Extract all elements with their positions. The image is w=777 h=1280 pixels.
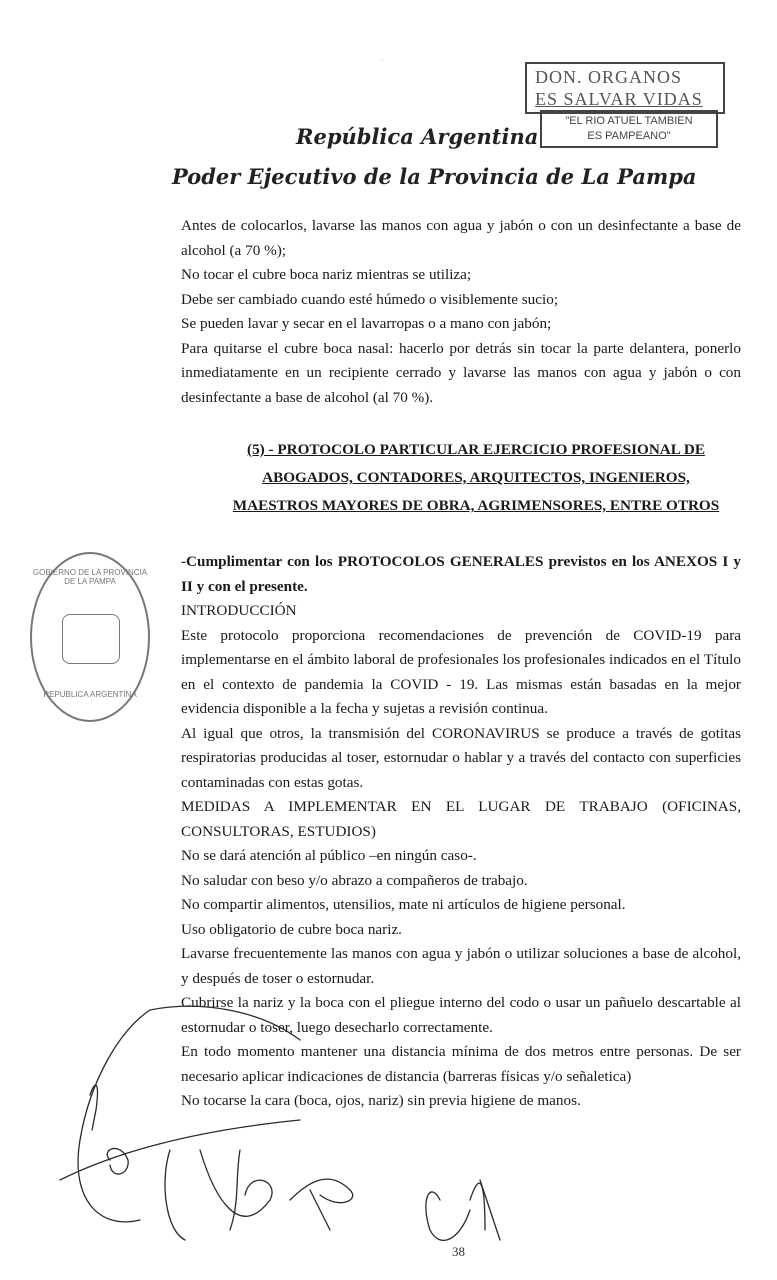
stamp-line: "EL RIO ATUEL TAMBIEN: [565, 115, 693, 127]
list-item: No saludar con beso y/o abrazo a compañeros de trabajo.: [181, 871, 528, 889]
paragraph: No tocar el cubre boca nariz mientras se utiliza;: [181, 266, 472, 283]
signature-stroke: [426, 1192, 470, 1240]
paragraph: Este protocolo proporciona recomendaciones de prevención de COVID-19 para implementarse en el ámbito laboral de profesionales los profesionales indicados en el Título en el contexto de pandemia la COVID - 19. Las mismas están basadas en la mejor evidencia disponible a la fecha y sujetas a revisión continua.: [181, 626, 741, 717]
paragraph: Al igual que otros, la transmisión del CORONAVIRUS se produce a través de gotitas respiratorias producidas al toser, estornudar o hablar y a través del contacto con superficies contaminadas con estas gotas.: [181, 724, 741, 791]
stamp-line: ES PAMPEANO": [587, 130, 671, 142]
signature-stroke: [480, 1180, 500, 1240]
paragraph: Para quitarse el cubre boca nasal: hacerlo por detrás sin tocar la parte delantera, ponerlo inmediatamente en un recipiente cerrado y lavarse las manos con agua y jabón o con desinfectante a base de alcohol (al 70 %).: [181, 339, 741, 406]
list-item: Lavarse frecuentemente las manos con agua y jabón o utilizar soluciones a base de alcohol, y después de toser o estornudar.: [181, 945, 741, 987]
faint-watermark: ▫: [380, 55, 384, 66]
subheading: MEDIDAS A IMPLEMENTAR EN EL LUGAR DE TRABAJO (OFICINAS, CONSULTORAS, ESTUDIOS): [181, 798, 741, 840]
signature-stroke: [107, 1148, 128, 1174]
subheading: INTRODUCCIÓN: [181, 602, 297, 619]
signature-stroke: [230, 1150, 240, 1230]
section-title-line: MAESTROS MAYORES DE OBRA, AGRIMENSORES, ENTRE OTROS: [232, 497, 720, 514]
paragraph: -Cumplimentar con los PROTOCOLOS GENERALES previstos en los ANEXOS I y II y con el presente.: [181, 553, 741, 595]
list-item: En todo momento mantener una distancia mínima de dos metros entre personas. De ser necesario aplicar indicaciones de distancia (barreras físicas y/o señaletica): [181, 1043, 741, 1085]
signature-stroke: [310, 1190, 330, 1230]
signature-stroke: [60, 1120, 300, 1180]
list-item: No se dará atención al público –en ningún caso-.: [181, 847, 477, 864]
signature-stroke: [78, 1010, 150, 1222]
signature-stroke: [150, 1006, 300, 1040]
stamp-line: ES SALVAR VIDAS: [535, 89, 703, 109]
signature-stroke: [90, 1085, 97, 1130]
list-item: Uso obligatorio de cubre boca nariz.: [181, 920, 402, 938]
header-government: Poder Ejecutivo de la Provincia de La Pampa: [172, 164, 697, 189]
stamp-line: DON. ORGANOS: [535, 67, 683, 87]
section-title-line: (5) - PROTOCOLO PARTICULAR EJERCICIO PROFESIONAL DE: [247, 441, 705, 458]
seal-top-text: GOBIERNO DE LA PROVINCIA DE LA PAMPA: [32, 568, 148, 586]
paragraph: Se pueden lavar y secar en el lavarropas o a mano con jabón;: [181, 315, 552, 332]
list-item: No compartir alimentos, utensilios, mate ni artículos de higiene personal.: [181, 896, 626, 913]
signature-stroke: [165, 1150, 185, 1240]
section-title-line: ABOGADOS, CONTADORES, ARQUITECTOS, INGENIEROS,: [262, 469, 690, 486]
list-item: No tocarse la cara (boca, ojos, nariz) sin previa higiene de manos.: [181, 1092, 581, 1109]
seal-bottom-text: REPUBLICA ARGENTINA: [43, 690, 137, 699]
paragraph: Debe ser cambiado cuando esté húmedo o visiblemente sucio;: [181, 290, 559, 308]
list-item: Cubrirse la nariz y la boca con el pliegue interno del codo o usar un pañuelo descartable al estornudar o toser, luego desecharlo correctamente.: [181, 994, 741, 1036]
header-country: República Argentina: [296, 124, 539, 149]
page-number: 38: [452, 1244, 465, 1259]
paragraph: Antes de colocarlos, lavarse las manos con agua y jabón o con un desinfectante a base de alcohol (a 70 %);: [181, 217, 741, 259]
signature-stroke: [290, 1179, 353, 1203]
